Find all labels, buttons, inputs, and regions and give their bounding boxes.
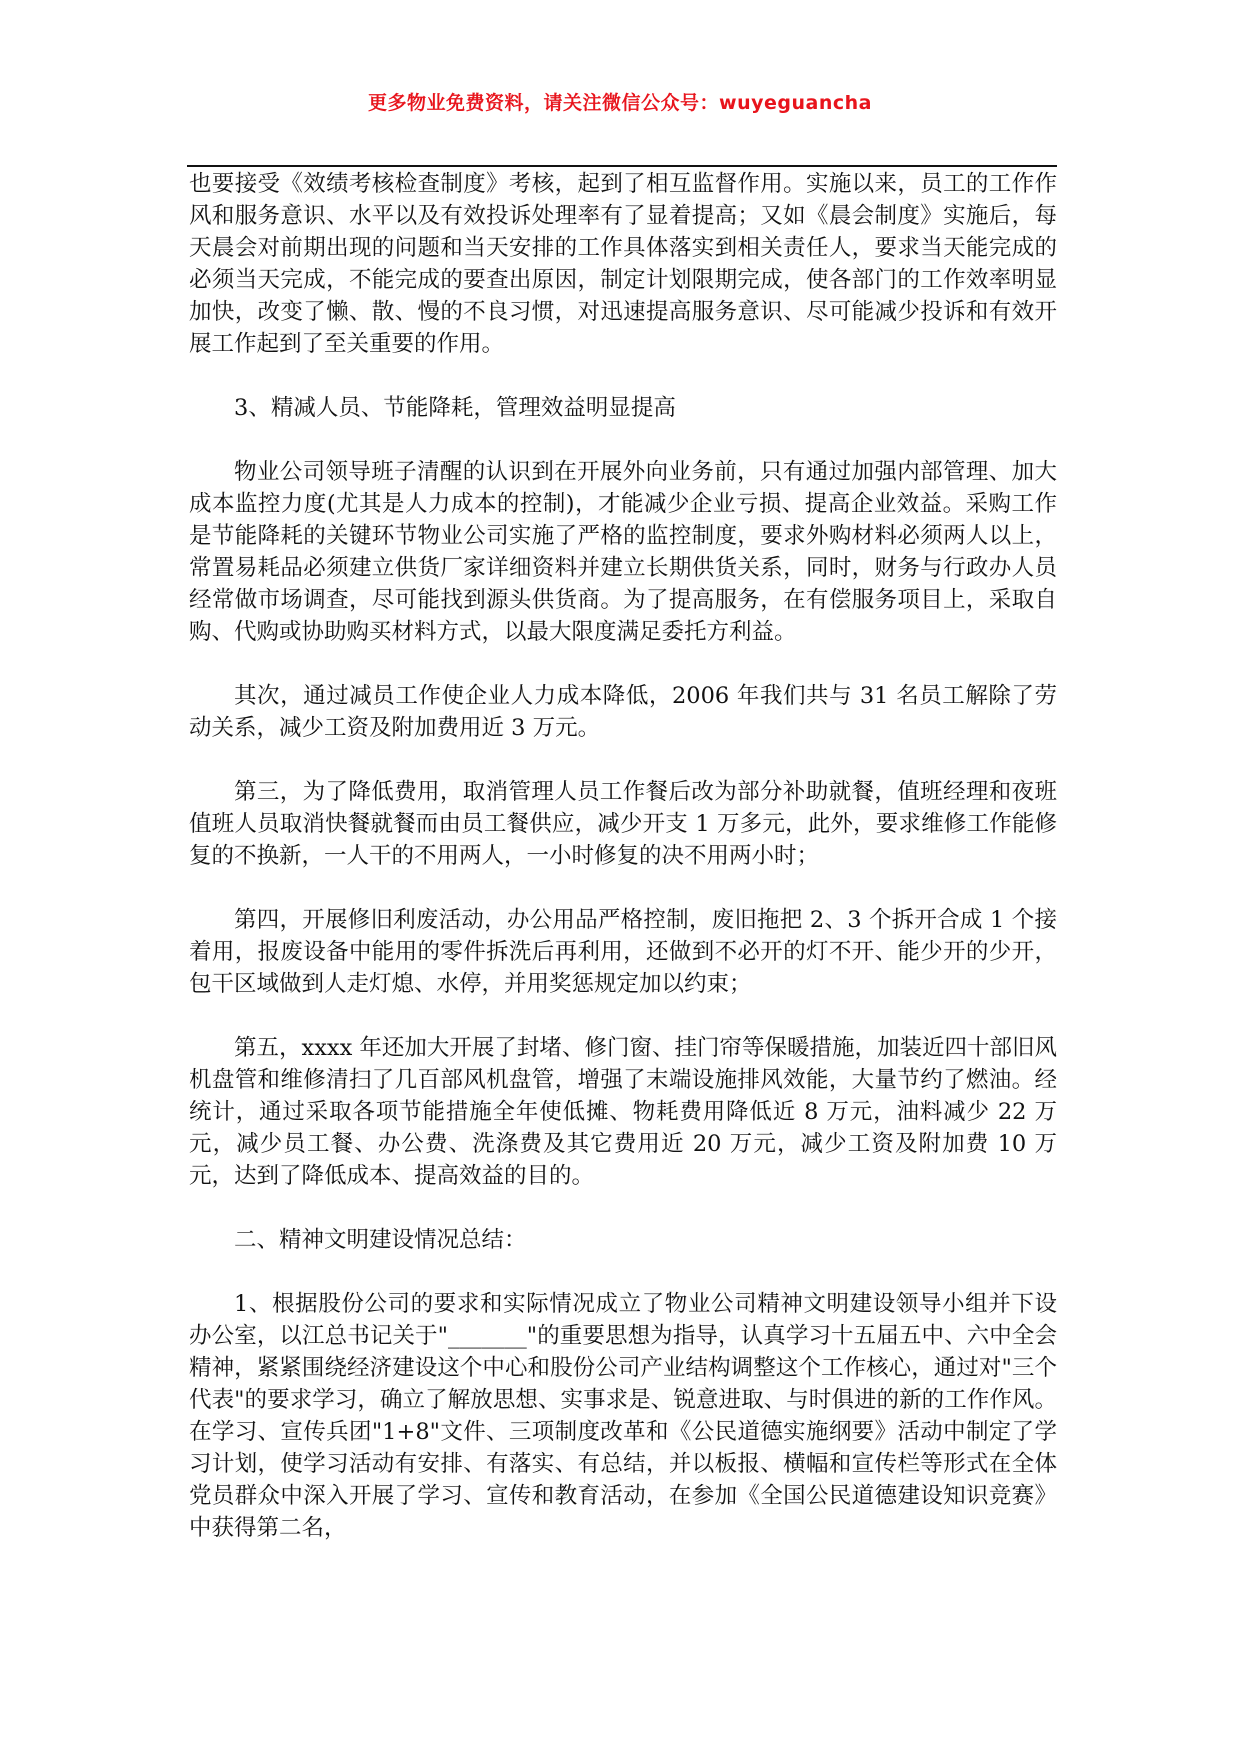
section-heading-3: 3、精减人员、节能降耗，管理效益明显提高 (234, 395, 676, 421)
paragraph-procurement: 物业公司领导班子清醒的认识到在开展外向业务前，只有通过加强内部管理、加大成本监控力度(尤其是人力成本的控制)，才能减少企业亏损、提高企业效益。采购工作是节能降耗的关键环节物业公司实施了严格的监控制度，要求外购材料必须两人以上，常置易耗品必须建立供货厂家详细资料并建立长期供货关系，同时，财务与行政办人员经常做市场调查，尽可能找到源头供货商。为了提高服务，在有偿服务项目上，采取自购、代购或协助购买材料方式，以最大限度满足委托方利益。 (189, 459, 1057, 645)
paragraph-civilization-building: 1、根据股份公司的要求和实际情况成立了物业公司精神文明建设领导小组并下设办公室，以江总书记关于"_______"的重要思想为指导，认真学习十五届五中、六中全会精神，紧紧围绕经济建设这个中心和股份公司产业结构调整这个工作核心，通过对"三个代表"的要求学习，确立了解放思想、实事求是、锐意进取、与时俱进的新的工作作风。在学习、宣传兵团"1+8"文件、三项制度改革和《公民道德实施纲要》活动中制定了学习计划，使学习活动有安排、有落实、有总结，并以板报、横幅和宣传栏等形式在全体党员群众中深入开展了学习、宣传和教育活动，在参加《全国公民道德建设知识竞赛》中获得第二名， (189, 1291, 1057, 1541)
paragraph-continued-text: 也要接受《效绩考核检查制度》考核，起到了相互监督作用。实施以来，员工的工作作风和服务意识、水平以及有效投诉处理率有了显着提高；又如《晨会制度》实施后，每天晨会对前期出现的问题和当天安排的工作具体落实到相关责任人，要求当天能完成的必须当天完成，不能完成的要查出原因，制定计划限期完成，使各部门的工作效率明显加快，改变了懒、散、慢的不良习惯，对迅速提高服务意识、尽可能减少投诉和有效开展工作起到了至关重要的作用。 (189, 171, 1057, 357)
header-divider (187, 165, 1057, 167)
paragraph-recycling: 第四，开展修旧利废活动，办公用品严格控制，废旧拖把 2、3 个拆开合成 1 个接着用，报废设备中能用的零件拆洗后再利用，还做到不必开的灯不开、能少开的少开，包干区域做到人走灯熄、水停，并用奖惩规定加以约束； (189, 907, 1057, 997)
document-body (189, 168, 1057, 1576)
header-banner: 更多物业免费资料，请关注微信公众号：wuyeguancha (368, 92, 872, 114)
paragraph-staff-reduction: 其次，通过减员工作使企业人力成本降低，2006 年我们共与 31 名员工解除了劳动关系，减少工资及附加费用近 3 万元。 (189, 683, 1057, 741)
paragraph-meal-costs: 第三，为了降低费用，取消管理人员工作餐后改为部分补助就餐，值班经理和夜班值班人员取消快餐就餐而由员工餐供应，减少开支 1 万多元，此外，要求维修工作能修复的不换新，一人干的不用两人，一小时修复的决不用两小时； (189, 779, 1057, 869)
paragraph-energy-saving: 第五，xxxx 年还加大开展了封堵、修门窗、挂门帘等保暖措施，加装近四十部旧风机盘管和维修清扫了几百部风机盘管，增强了末端设施排风效能，大量节约了燃油。经统计，通过采取各项节能措施全年使低摊、物耗费用降低近 8 万元，油料减少 22 万元，减少员工餐、办公费、洗涤费及其它费用近 20 万元，减少工资及附加费 10 万元，达到了降低成本、提高效益的目的。 (189, 1035, 1057, 1189)
section-heading-2: 二、精神文明建设情况总结： (234, 1227, 527, 1253)
